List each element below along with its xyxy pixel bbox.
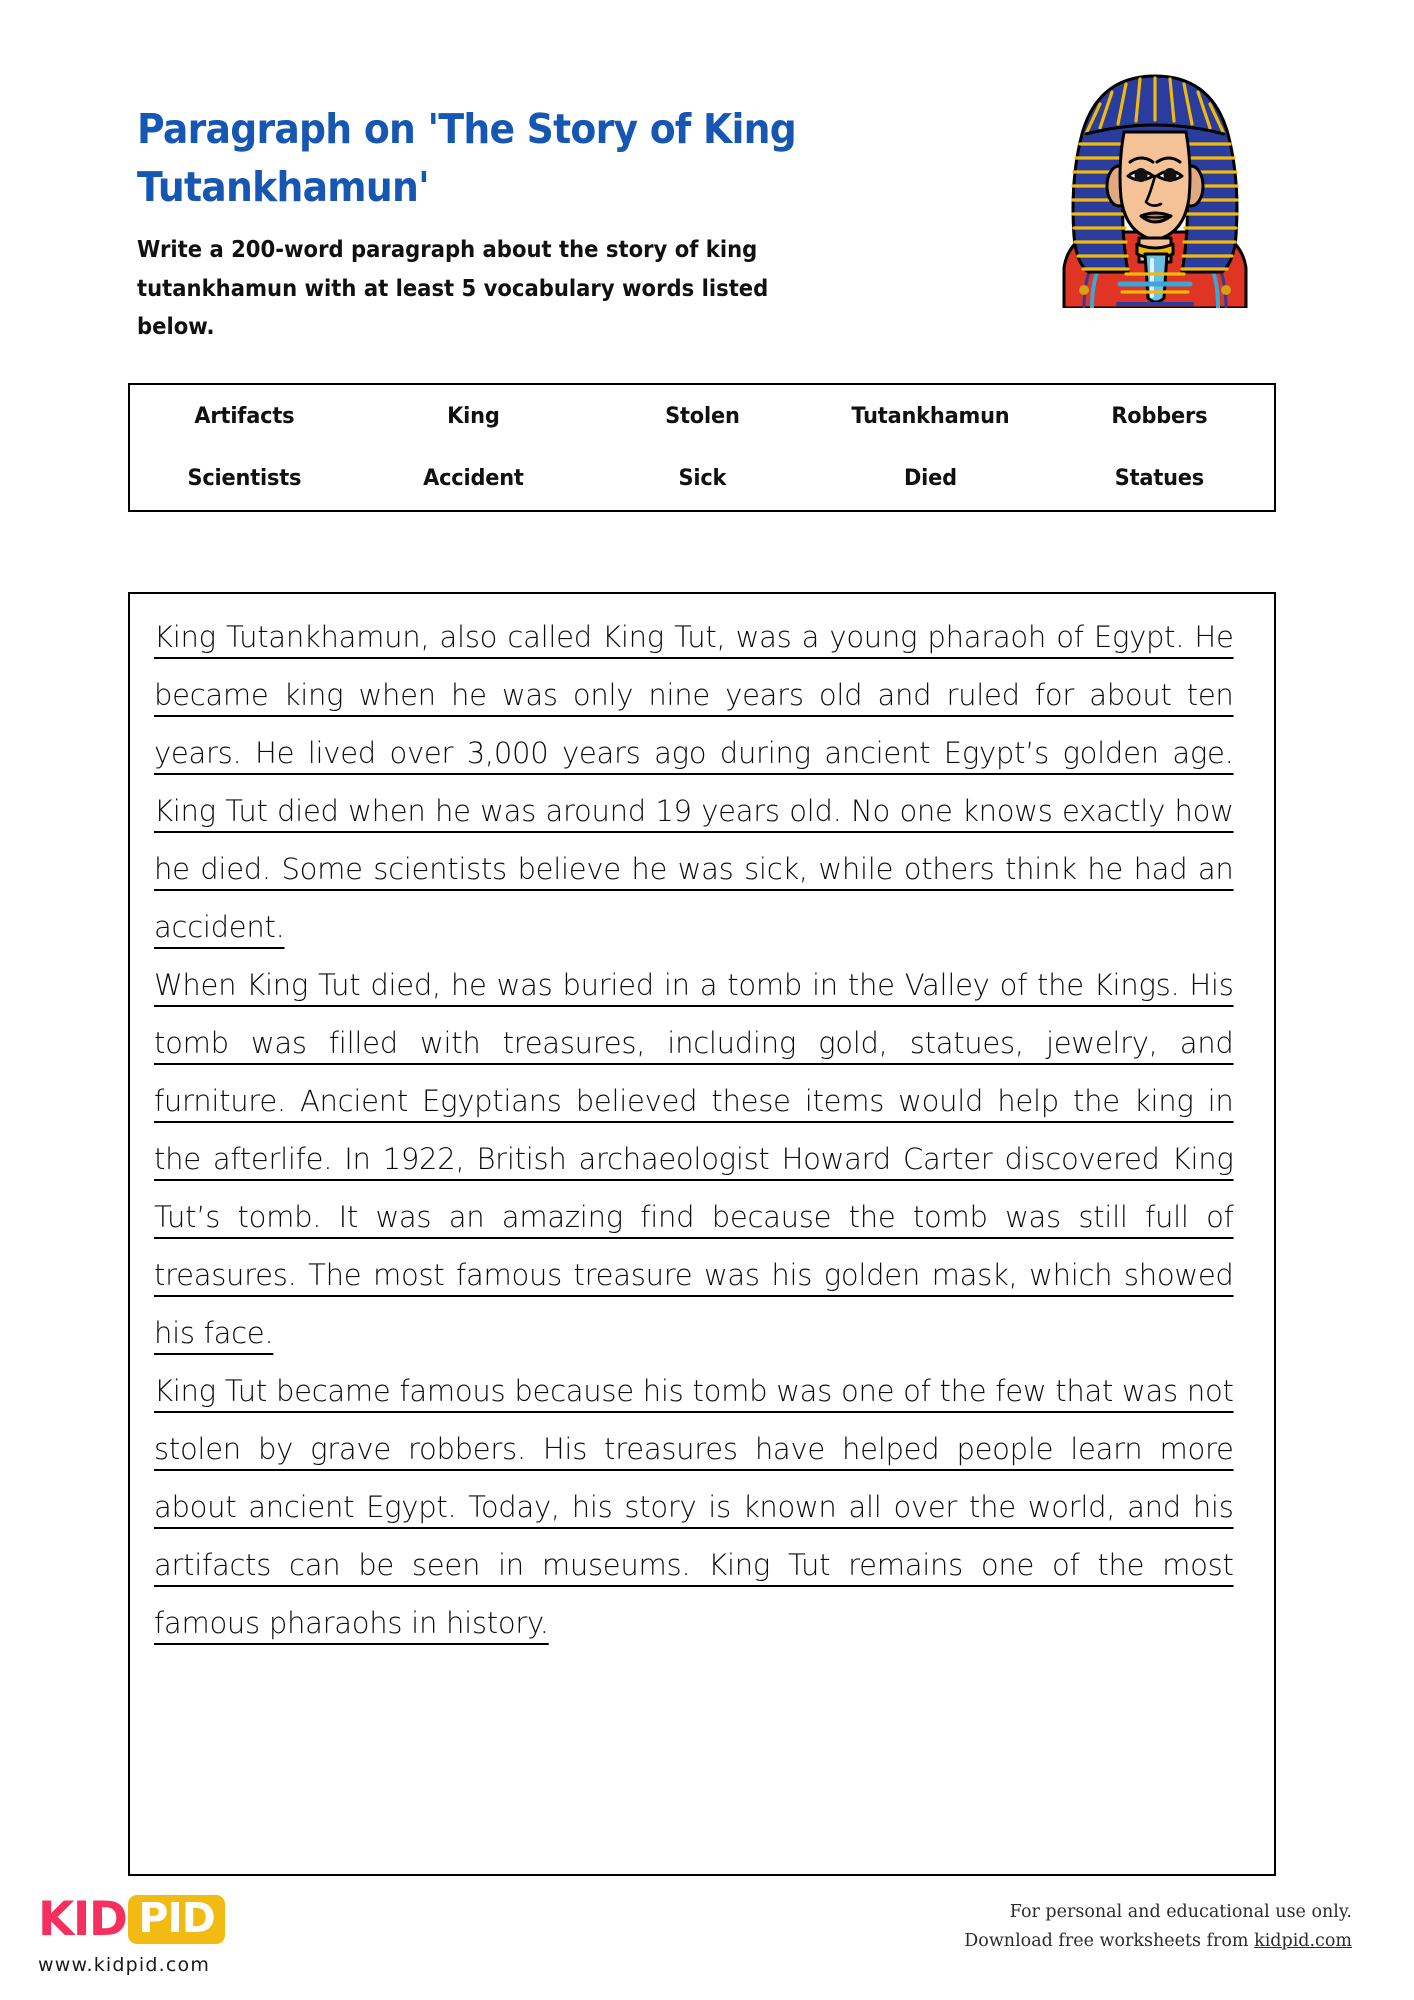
answer-paragraph: King Tut became famous because his tomb was one of the few that was not stolen by grave robbers. His treasures have helped people learn more about ancient Egypt. Today, his story is known all over the world, and his artifacts can be seen in museums. King Tut remains one of the most famous pharaohs in history.	[154, 1374, 1234, 1640]
footer-note-line-1: For personal and educational use only.	[1009, 1902, 1352, 1922]
false-beard	[1145, 254, 1167, 302]
footer-note-prefix: Download free worksheets from	[964, 1930, 1255, 1951]
vocabulary-word: Died	[904, 466, 958, 492]
logo-kid-text: KID	[38, 1891, 127, 1947]
vocabulary-row	[130, 385, 1274, 448]
vocabulary-word: Tutankhamun	[851, 403, 1010, 429]
footer-usage-note	[964, 1898, 1352, 1956]
answer-paragraph: When King Tut died, he was buried in a tomb in the Valley of the Kings. His tomb was filled with treasures, including gold, statues, jewelry, and furniture. Ancient Egyptians believed these items would help the king in the afterlife. In 1922, British archaeologist Howard Carter discovered King Tut’s tomb. It was an amazing find because the tomb was still full of treasures. The most famous treasure was his golden mask, which showed his face.	[154, 968, 1234, 1350]
logo-pid-text: PID	[138, 1893, 215, 1942]
vocabulary-word: Artifacts	[194, 403, 295, 429]
vocabulary-word: Scientists	[187, 466, 302, 492]
kidpid-logo[interactable]	[38, 1893, 368, 1976]
vocabulary-word: Robbers	[1111, 403, 1208, 429]
vocabulary-word-bank	[128, 383, 1276, 512]
vocabulary-word: Accident	[422, 466, 524, 492]
writing-answer-area[interactable]	[128, 592, 1276, 1876]
instructions-text: Write a 200-word paragraph about the story of king tutankhamun with at least 5 vocabulary words listed below.	[137, 235, 769, 340]
vocabulary-word: Statues	[1114, 466, 1205, 492]
logo-row	[38, 1893, 368, 1945]
face-shape	[1120, 132, 1190, 240]
page-title: Paragraph on 'The Story of King Tutankhamun'	[137, 105, 797, 212]
answer-paragraph: King Tutankhamun, also called King Tut, was a young pharaoh of Egypt. He became king when he was only nine years old and ruled for about ten years. He lived over 3,000 years ago during ancient Egypt’s golden age. King Tut died when he was around 19 years old. No one knows exactly how he died. Some scientists believe he was sick, while others think he had an accident.	[154, 620, 1234, 944]
logo-website-url: www.kidpid.com	[38, 1954, 211, 1976]
pharaoh-mask-illustration	[1040, 58, 1270, 308]
vocabulary-row	[130, 448, 1274, 511]
footer-download-link[interactable]: kidpid.com	[1254, 1930, 1352, 1951]
logo-pid-badge	[128, 1895, 224, 1944]
vocabulary-word: Sick	[678, 466, 726, 492]
vocabulary-word: King	[446, 403, 500, 429]
footer-note-line-2	[964, 1927, 1352, 1956]
vocabulary-word: Stolen	[664, 403, 740, 429]
